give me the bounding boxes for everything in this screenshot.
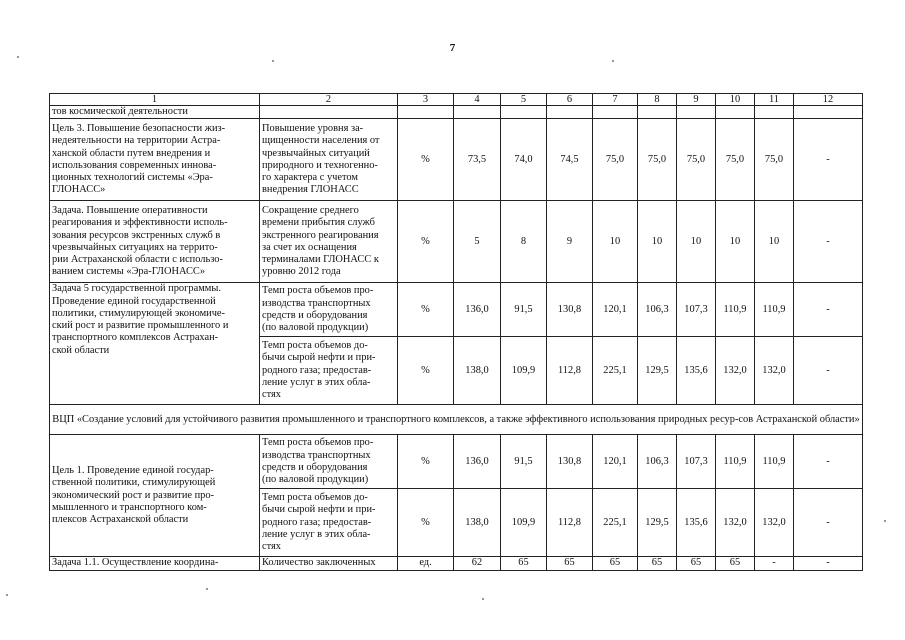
value-cell: -: [794, 337, 863, 405]
task-5-row-1: [50, 283, 863, 337]
task-ops-description: Задача. Повышение оперативности реагирования и эффективности исполь- зования ресурсов экстренных служб в чрезвычайных ситуациях на террито- рии Астраханской области с использо- ванием системы «Эра-ГЛОНАСС»: [50, 201, 260, 283]
scan-speck: [482, 598, 484, 600]
value-cell: 65: [677, 557, 716, 570]
header-cell: 2: [260, 94, 398, 106]
value-cell: 65: [593, 557, 638, 570]
value-cell: 138,0: [454, 337, 501, 405]
header-row: [50, 94, 863, 106]
scan-speck: [884, 520, 886, 522]
value-cell: 120,1: [593, 435, 638, 489]
task-ops-indicator: Сокращение среднего времени прибытия служб экстренного реагирования за счет их оснащения терминалами ГЛОНАСС к уровню 2012 года: [260, 201, 398, 283]
header-cell: 10: [716, 94, 755, 106]
value-cell: 120,1: [593, 283, 638, 337]
value-cell: 75,0: [755, 119, 794, 201]
page-number: 7: [449, 42, 456, 54]
header-cell: 5: [501, 94, 547, 106]
value-cell: 10: [716, 201, 755, 283]
value-cell: 110,9: [716, 435, 755, 489]
scan-speck: [17, 56, 19, 58]
task-5-description: Задача 5 государственной программы. Проведение единой государственной политики, стимулирующей экономиче- ский рост и развитие промышленного и транспортного комплексов Астрахан- ской области: [50, 283, 260, 405]
value-cell: -: [794, 119, 863, 201]
unit-cell: %: [398, 337, 454, 405]
value-cell: 107,3: [677, 283, 716, 337]
value-cell: 107,3: [677, 435, 716, 489]
value-cell: 91,5: [501, 283, 547, 337]
unit-cell: %: [398, 435, 454, 489]
value-cell: 135,6: [677, 337, 716, 405]
goal-3-row: [50, 119, 863, 201]
task-ops-row: [50, 201, 863, 283]
value-cell: 109,9: [501, 489, 547, 557]
value-cell: 132,0: [755, 337, 794, 405]
value-cell: 74,5: [547, 119, 593, 201]
task-1-1-description: Задача 1.1. Осуществление координа-: [50, 557, 260, 570]
value-cell: 136,0: [454, 435, 501, 489]
value-cell: 112,8: [547, 337, 593, 405]
value-cell: 73,5: [454, 119, 501, 201]
scan-speck: [272, 60, 274, 62]
header-cell: 9: [677, 94, 716, 106]
value-cell: 136,0: [454, 283, 501, 337]
header-cell: 1: [50, 94, 260, 106]
value-cell: 109,9: [501, 337, 547, 405]
scan-speck: [6, 594, 8, 596]
task-1-1-indicator: Количество заключенных: [260, 557, 398, 570]
value-cell: -: [755, 557, 794, 570]
value-cell: 75,0: [593, 119, 638, 201]
value-cell: 132,0: [716, 489, 755, 557]
continuation-text: тов космической деятельности: [50, 106, 260, 119]
goal-1-description: Цель 1. Проведение единой государ- ственной политики, стимулирующей экономический рост и развитие про- мышленного и транспортного ком- плексов Астраханской области: [50, 435, 260, 557]
value-cell: 132,0: [755, 489, 794, 557]
goal-1-indicator-2: Темп роста объемов до- бычи сырой нефти и при- родного газа; предостав- ление услуг в этих обла- стях: [260, 489, 398, 557]
header-cell: 7: [593, 94, 638, 106]
header-cell: 8: [638, 94, 677, 106]
scan-speck: [206, 588, 208, 590]
value-cell: 110,9: [716, 283, 755, 337]
unit-cell: %: [398, 201, 454, 283]
value-cell: 10: [638, 201, 677, 283]
value-cell: -: [794, 489, 863, 557]
value-cell: 129,5: [638, 489, 677, 557]
value-cell: 91,5: [501, 435, 547, 489]
value-cell: 8: [501, 201, 547, 283]
task-5-indicator-2: Темп роста объемов до- бычи сырой нефти и при- родного газа; предостав- ление услуг в этих обла- стях: [260, 337, 398, 405]
value-cell: 65: [716, 557, 755, 570]
indicators-table: [49, 93, 863, 571]
value-cell: 138,0: [454, 489, 501, 557]
task-5-indicator-1: Темп роста объемов про- изводства транспортных средств и оборудования (по валовой продукции): [260, 283, 398, 337]
value-cell: 62: [454, 557, 501, 570]
value-cell: -: [794, 283, 863, 337]
value-cell: -: [794, 435, 863, 489]
continuation-row: [50, 106, 863, 119]
unit-cell: %: [398, 283, 454, 337]
vcp-row: [50, 405, 863, 435]
value-cell: 130,8: [547, 435, 593, 489]
header-cell: 4: [454, 94, 501, 106]
value-cell: 130,8: [547, 283, 593, 337]
value-cell: 110,9: [755, 283, 794, 337]
value-cell: 106,3: [638, 435, 677, 489]
value-cell: 75,0: [716, 119, 755, 201]
value-cell: 135,6: [677, 489, 716, 557]
value-cell: 225,1: [593, 337, 638, 405]
task-1-1-row: [50, 557, 863, 570]
header-cell: 6: [547, 94, 593, 106]
value-cell: 65: [547, 557, 593, 570]
value-cell: -: [794, 201, 863, 283]
value-cell: 225,1: [593, 489, 638, 557]
goal-3-indicator: Повышение уровня за- щищенности населения от чрезвычайных ситуаций природного и техногенно- го характера с учетом внедрения ГЛОНАСС: [260, 119, 398, 201]
value-cell: 74,0: [501, 119, 547, 201]
unit-cell: ед.: [398, 557, 454, 570]
value-cell: 5: [454, 201, 501, 283]
value-cell: 110,9: [755, 435, 794, 489]
value-cell: 129,5: [638, 337, 677, 405]
value-cell: 9: [547, 201, 593, 283]
value-cell: 112,8: [547, 489, 593, 557]
vcp-title: ВЦП «Создание условий для устойчивого развития промышленного и транспортного комплексов, а также эффективного использования природных ресур-сов Астраханской области»: [50, 405, 863, 435]
goal-3-description: Цель 3. Повышение безопасности жиз- недеятельности на территории Астра- ханской области путем внедрения и использования современных иннова- ционных технологий системы «Эра- ГЛОНАСС»: [50, 119, 260, 201]
value-cell: 75,0: [638, 119, 677, 201]
header-cell: 12: [794, 94, 863, 106]
unit-cell: %: [398, 119, 454, 201]
value-cell: 132,0: [716, 337, 755, 405]
value-cell: 106,3: [638, 283, 677, 337]
value-cell: 75,0: [677, 119, 716, 201]
value-cell: 65: [638, 557, 677, 570]
value-cell: 10: [677, 201, 716, 283]
goal-1-indicator-1: Темп роста объемов про- изводства транспортных средств и оборудования (по валовой продукции): [260, 435, 398, 489]
scan-speck: [612, 60, 614, 62]
value-cell: 65: [501, 557, 547, 570]
header-cell: 3: [398, 94, 454, 106]
value-cell: 10: [593, 201, 638, 283]
unit-cell: %: [398, 489, 454, 557]
header-cell: 11: [755, 94, 794, 106]
value-cell: 10: [755, 201, 794, 283]
value-cell: -: [794, 557, 863, 570]
goal-1-row-1: [50, 435, 863, 489]
